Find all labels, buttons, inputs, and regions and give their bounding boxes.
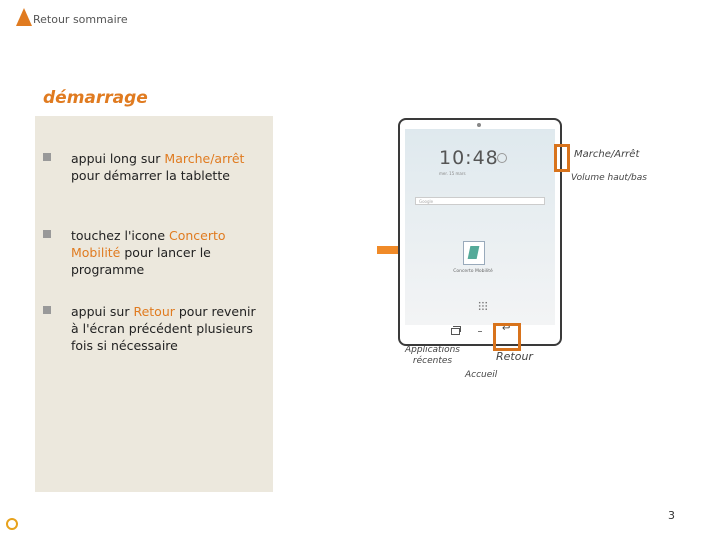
tablet-search-bar[interactable]: Google: [415, 197, 545, 205]
square-bullet-icon: [43, 306, 51, 314]
page-number: 3: [668, 509, 675, 522]
instructions-panel: [35, 116, 273, 492]
step-3: [43, 303, 267, 354]
square-bullet-icon: [43, 153, 51, 161]
back-link-label: Retour sommaire: [33, 13, 128, 26]
concerto-app-label: Concerto Mobilité: [453, 269, 493, 274]
back-label: Retour: [496, 350, 533, 363]
volume-label: Volume haut/bas: [571, 173, 647, 183]
tablet-clock: 10:48: [439, 147, 499, 169]
back-button-highlight: [493, 323, 521, 351]
tablet-date: mer. 15 mars: [439, 171, 466, 176]
step-3-text: appui sur Retour pour revenir à l'écran précédent plusieurs fois si nécessaire: [71, 304, 256, 353]
step-2: [43, 227, 267, 278]
step-1: [43, 150, 267, 184]
weather-icon: [497, 153, 507, 163]
step-1-text: appui long sur Marche/arrêt pour démarrer la tablette: [71, 151, 245, 183]
back-to-summary-link[interactable]: [16, 8, 128, 26]
power-button-highlight: [554, 144, 570, 172]
page-title: démarrage: [43, 88, 148, 108]
apps-grid-icon[interactable]: [478, 301, 488, 311]
back-arrow-icon[interactable]: ↩: [502, 323, 511, 334]
tablet-illustration: [398, 118, 562, 346]
camera-icon: [477, 123, 481, 127]
logo-icon: [6, 518, 18, 530]
tablet-screen: [405, 129, 555, 325]
home-label: Accueil: [465, 370, 498, 380]
recent-apps-label: Applications récentes: [405, 345, 460, 366]
square-bullet-icon: [43, 230, 51, 238]
recent-apps-button[interactable]: [451, 328, 460, 335]
triangle-icon: [16, 8, 32, 26]
concerto-app-icon[interactable]: [463, 241, 485, 265]
home-button[interactable]: [478, 331, 482, 332]
power-label: Marche/Arrêt: [574, 149, 640, 160]
step-2-text: touchez l'icone Concerto Mobilité pour lancer le programme: [71, 228, 226, 277]
